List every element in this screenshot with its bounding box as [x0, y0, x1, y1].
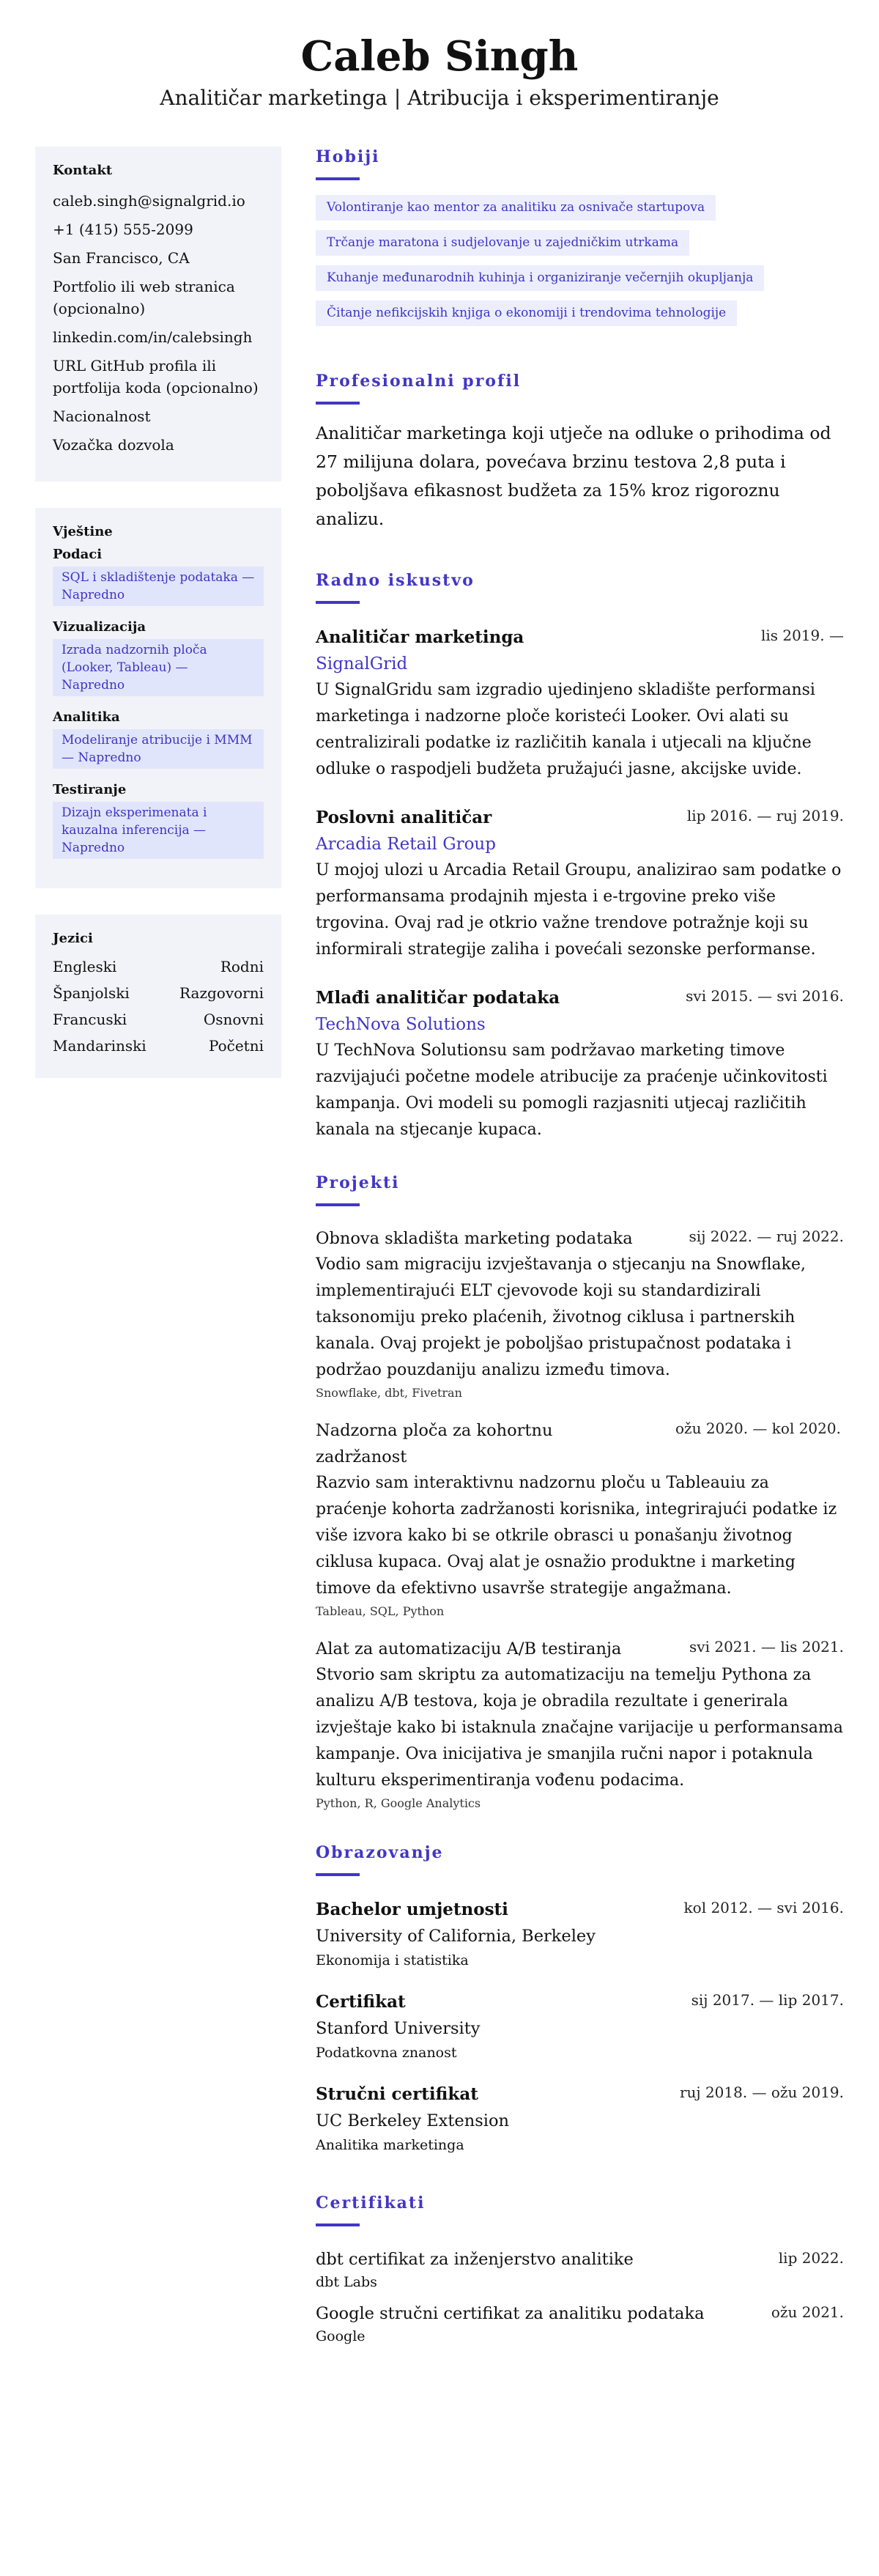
language-level: Rodni [220, 958, 264, 975]
project-tech: Tableau, SQL, Python [316, 1604, 445, 1618]
certificate-name: dbt certifikat za inženjerstvo analitike [316, 2250, 634, 2269]
certificate-date: ožu 2021. [771, 2303, 844, 2321]
contact-box [35, 147, 281, 481]
certificate-entry [316, 2301, 844, 2347]
education-section [316, 1842, 844, 2156]
resume-header [0, 0, 879, 111]
section-title: Certifikati [316, 2193, 426, 2213]
contact-license: Vozačka dozvola [53, 436, 174, 454]
project-entry [316, 1225, 844, 1403]
skill-tag: SQL i skladištenje podataka — Napredno [53, 567, 264, 606]
certificate-issuer: dbt Labs [316, 2274, 377, 2290]
job-entry [316, 985, 844, 1143]
candidate-name: Caleb Singh [300, 32, 579, 81]
section-title: Radno iskustvo [316, 571, 475, 590]
job-company: SignalGrid [316, 654, 408, 673]
degree: Certifikat [316, 1992, 406, 2012]
profile-section [316, 371, 844, 534]
language-name: Engleski [53, 958, 117, 975]
language-name: Mandarinski [53, 1037, 146, 1055]
language-row [53, 980, 264, 1006]
section-title: Hobiji [316, 147, 380, 166]
project-description: Razvio sam interaktivnu nadzornu ploču u Tableauiu za praćenje kohorta zadržanosti korisnika, integrirajući podatke iz više izvora kako bi se otkrile obrasci u ponašanju životnog ciklusa kupaca. Ovaj alat je osnažio produktne i marketing timove da efektivno usavrše strategije angažmana. [316, 1474, 837, 1598]
contact-nationality: Nacionalnost [53, 407, 151, 425]
hobby-tag: Kuhanje međunarodnih kuhinja i organiziranje večernjih okupljanja [316, 265, 764, 291]
skill-category: Testiranje [53, 782, 127, 797]
job-description: U TechNova Solutionsu sam podržavao marketing timove razvijajući početne modele atribucije za praćenje učinkovitosti kampanja. Ovi modeli su pomogli razjasniti utjecaj različitih kanala na stjecanje kupaca. [316, 1041, 828, 1139]
contact-title: Kontakt [53, 163, 113, 178]
project-entry [316, 1417, 844, 1621]
contact-location: San Francisco, CA [53, 249, 190, 267]
field-of-study: Podatkovna znanost [316, 2045, 457, 2061]
education-entry [316, 1989, 844, 2064]
skills-title: Vještine [53, 524, 113, 539]
language-level: Početni [208, 1037, 264, 1055]
hobby-tag: Trčanje maratona i sudjelovanje u zajedničkim utrkama [316, 230, 689, 256]
contact-email[interactable]: caleb.singh@signalgrid.io [53, 192, 245, 210]
job-title: Analitičar marketinga [316, 627, 524, 647]
hobbies-section [316, 147, 844, 336]
job-entry [316, 624, 844, 783]
section-underline [316, 1873, 360, 1876]
job-date: lis 2019. — [760, 627, 844, 644]
experience-section [316, 570, 844, 1143]
skill-category: Vizualizacija [53, 619, 146, 635]
section-title: Projekti [316, 1173, 400, 1192]
education-date: sij 2017. — lip 2017. [691, 1991, 844, 2009]
certificate-entry [316, 2247, 844, 2292]
job-description: U mojoj ulozi u Arcadia Retail Groupu, analizirao sam podatke o performansama prodajnih mjesta i e-trgovine preko više trgovina. Ovaj rad je otkrio važne trendove potražnje koji su informirali strategije zaliha i povećali sezonske performanse. [316, 861, 842, 959]
languages-box [35, 915, 281, 1078]
language-name: Španjolski [53, 984, 130, 1002]
contact-portfolio[interactable]: Portfolio ili web stranica (opcionalno) [53, 278, 235, 317]
language-row [53, 1033, 264, 1059]
section-underline [316, 601, 360, 604]
section-underline [316, 1203, 360, 1206]
language-row [53, 953, 264, 980]
contact-linkedin[interactable]: linkedin.com/in/calebsingh [53, 328, 253, 346]
project-date: svi 2021. — lis 2021. [689, 1638, 844, 1656]
degree: Bachelor umjetnosti [316, 1900, 508, 1919]
skill-category: Analitika [53, 709, 120, 725]
skill-category: Podaci [53, 547, 103, 562]
job-description: U SignalGridu sam izgradio ujedinjeno skladište performansi marketinga i nadzorne ploče koristeći Looker. Ovi alati su centralizirali podatke iz različitih kanala i utjecali na ključne odluke o raspodjeli budžeta pružajući jasne, akcijske uvide. [316, 681, 815, 778]
education-entry [316, 2081, 844, 2156]
sidebar [35, 147, 281, 2383]
field-of-study: Analitika marketinga [316, 2137, 464, 2153]
project-tech: Python, R, Google Analytics [316, 1796, 481, 1810]
skill-tag: Modeliranje atribucije i MMM — Napredno [53, 729, 264, 769]
job-company: TechNova Solutions [316, 1015, 486, 1034]
project-entry [316, 1636, 844, 1813]
skills-box [35, 508, 281, 888]
project-date: ožu 2020. — kol 2020. [675, 1420, 841, 1437]
field-of-study: Ekonomija i statistika [316, 1952, 469, 1968]
project-tech: Snowflake, dbt, Fivetran [316, 1386, 462, 1400]
certificates-section [316, 2193, 844, 2347]
institution: University of California, Berkeley [316, 1927, 596, 1946]
project-title: Alat za automatizaciju A/B testiranja [316, 1639, 622, 1658]
certificate-date: lip 2022. [778, 2249, 844, 2267]
job-title: Poslovni analitičar [316, 808, 492, 827]
contact-github[interactable]: URL GitHub profila ili portfolija koda (opcionalno) [53, 357, 259, 396]
section-title: Obrazovanje [316, 1843, 444, 1862]
section-title: Profesionalni profil [316, 372, 522, 391]
language-level: Osnovni [203, 1011, 264, 1028]
main-content [316, 147, 844, 2383]
skill-tag: Dizajn eksperimenata i kauzalna inferencija — Napredno [53, 802, 264, 859]
profile-text: Analitičar marketinga koji utječe na odluke o prihodima od 27 milijuna dolara, povećava brzinu testova 2,8 puta i poboljšava efikasnost budžeta za 15% kroz rigoroznu analizu. [316, 423, 831, 529]
section-underline [316, 2223, 360, 2226]
education-date: ruj 2018. — ožu 2019. [679, 2084, 844, 2101]
hobby-tag: Čitanje nefikcijskih knjiga o ekonomiji i trendovima tehnologije [316, 300, 737, 326]
job-date: svi 2015. — svi 2016. [686, 987, 844, 1005]
projects-section [316, 1173, 844, 1813]
certificate-name: Google stručni certifikat za analitiku podataka [316, 2304, 705, 2323]
hobby-tag: Volontiranje kao mentor za analitiku za osnivače startupova [316, 195, 716, 221]
section-underline [316, 402, 360, 405]
institution: Stanford University [316, 2019, 481, 2038]
language-name: Francuski [53, 1011, 127, 1028]
project-title: Obnova skladišta marketing podataka [316, 1229, 633, 1248]
contact-phone[interactable]: +1 (415) 555-2099 [53, 221, 193, 238]
job-entry [316, 805, 844, 963]
language-level: Razgovorni [179, 984, 264, 1002]
job-company: Arcadia Retail Group [316, 835, 496, 854]
project-date: sij 2022. — ruj 2022. [689, 1228, 844, 1245]
education-entry [316, 1897, 844, 1971]
project-description: Vodio sam migraciju izvještavanja o stjecanju na Snowflake, implementirajući ELT cjevovode koji su standardizirali taksonomiju preko plaćenih, životnog ciklusa i partnerskih kanala. Ovaj projekt je poboljšao pristupačnost podataka i podržao pouzdaniju analizu između timova. [316, 1255, 806, 1379]
job-date: lip 2016. — ruj 2019. [686, 807, 844, 824]
languages-title: Jezici [53, 931, 93, 946]
job-title: Mlađi analitičar podataka [316, 988, 560, 1008]
project-description: Stvorio sam skriptu za automatizaciju na temelju Pythona za analizu A/B testova, koja je obradila rezultate i generirala izvještaje kako bi istaknula značajne varijacije u performansama kampanje. Ova inicijativa je smanjila ručni napor i potaknula kulturu eksperimentiranja vođenu podacima. [316, 1666, 843, 1790]
project-title: Nadzorna ploča za kohortnu zadržanost [316, 1421, 553, 1466]
language-row [53, 1006, 264, 1033]
institution: UC Berkeley Extension [316, 2111, 510, 2130]
candidate-subtitle: Analitičar marketinga | Atribucija i eksperimentiranje [160, 86, 719, 110]
certificate-issuer: Google [316, 2328, 366, 2344]
education-date: kol 2012. — svi 2016. [683, 1899, 844, 1916]
section-underline [316, 177, 360, 180]
degree: Stručni certifikat [316, 2084, 478, 2104]
skill-tag: Izrada nadzornih ploča (Looker, Tableau) — Napredno [53, 639, 264, 696]
